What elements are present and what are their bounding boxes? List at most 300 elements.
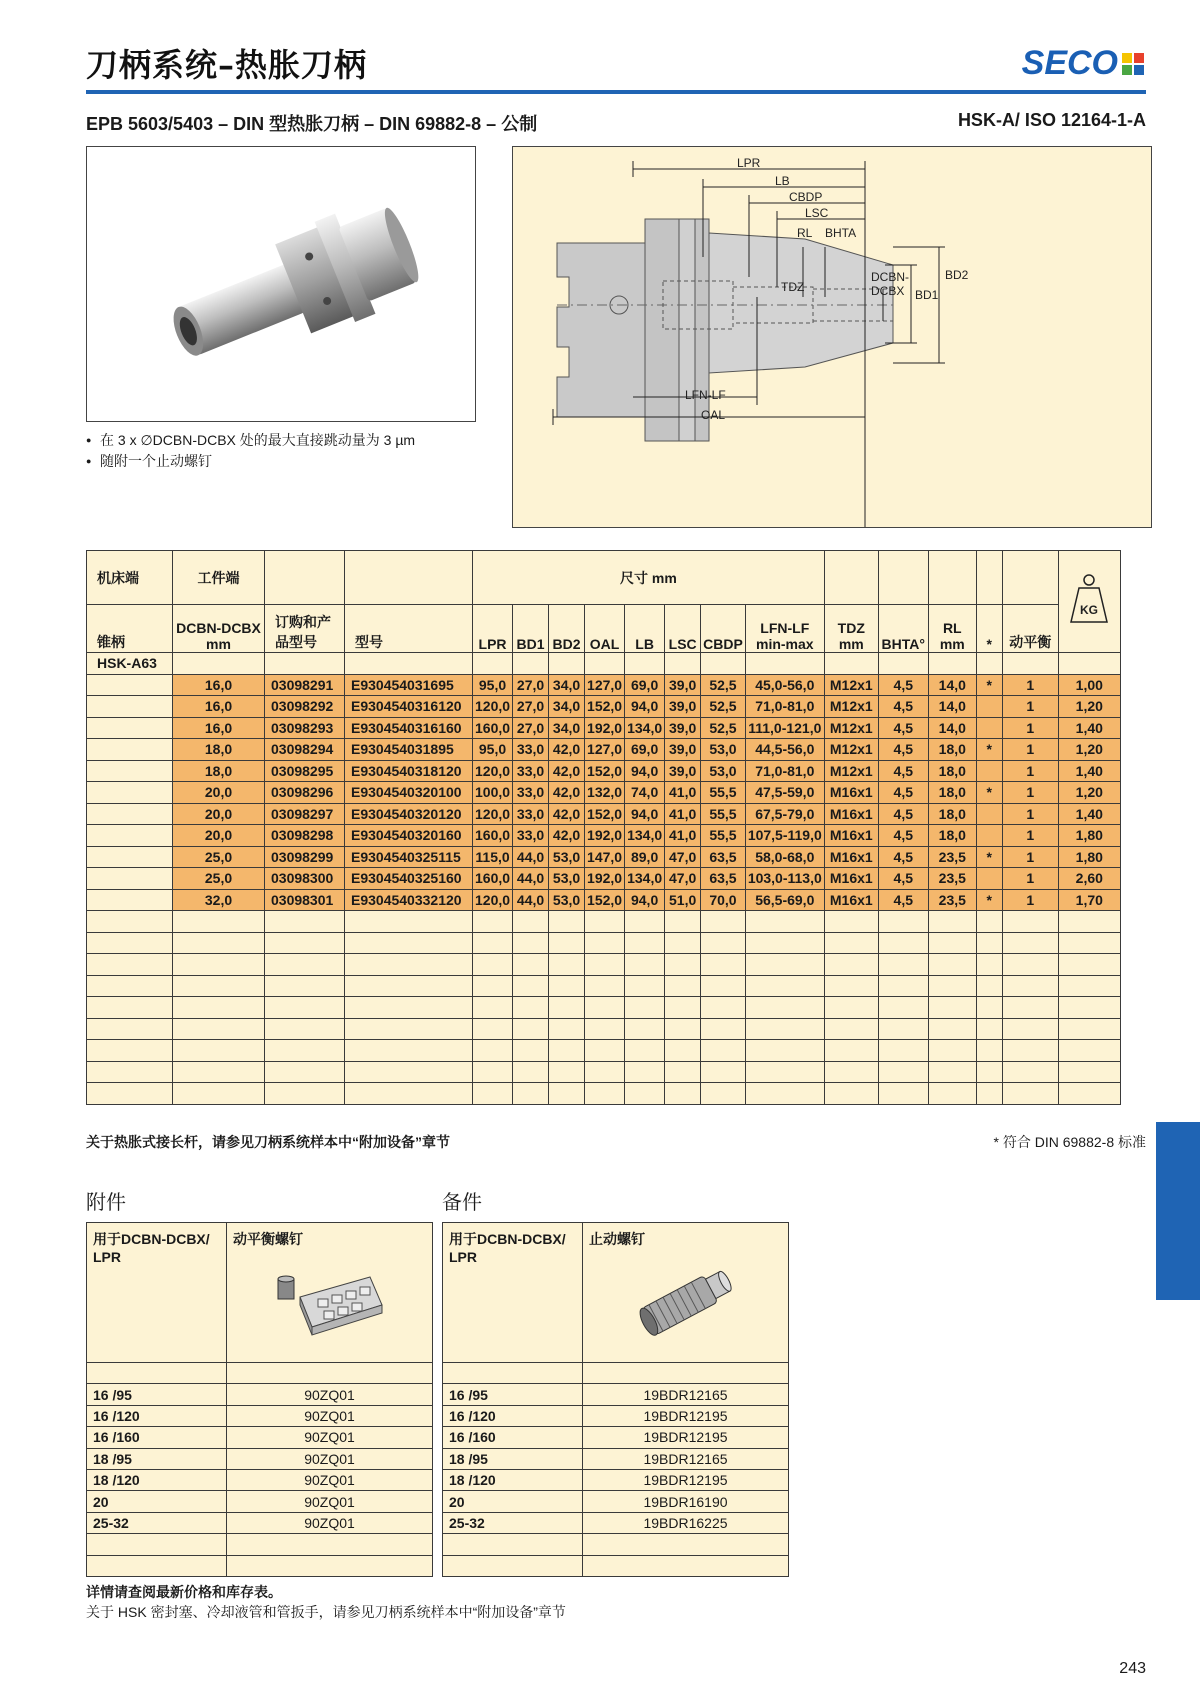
cell-lfn: 111,0-121,0 bbox=[745, 717, 824, 739]
cell-kg: 1,20 bbox=[1058, 696, 1120, 718]
header-bhta: BHTA° bbox=[878, 605, 928, 653]
cell-bd1: 27,0 bbox=[513, 674, 549, 696]
cell-cbdp: 53,0 bbox=[701, 739, 746, 761]
cell-lpr: 115,0 bbox=[473, 846, 513, 868]
svg-text:BD2: BD2 bbox=[945, 268, 969, 282]
cell-bd2: 42,0 bbox=[549, 760, 585, 782]
cell-bd2: 34,0 bbox=[549, 696, 585, 718]
part-number-cell: 19BDR16225 bbox=[583, 1512, 789, 1533]
section-tab bbox=[1156, 1122, 1200, 1300]
size-cell: 16 /120 bbox=[87, 1405, 227, 1426]
cell-bhta: 4,5 bbox=[878, 846, 928, 868]
cell-kg: 1,40 bbox=[1058, 717, 1120, 739]
cell-lsc: 39,0 bbox=[665, 739, 701, 761]
cell-kg: 1,40 bbox=[1058, 803, 1120, 825]
cell-model: E9304540320100 bbox=[345, 782, 473, 804]
cell-cbdp: 55,5 bbox=[701, 825, 746, 847]
header-rule bbox=[86, 90, 1146, 94]
cell-dcbn: 18,0 bbox=[173, 760, 265, 782]
cell-cbdp: 52,5 bbox=[701, 674, 746, 696]
size-cell: 20 bbox=[87, 1491, 227, 1512]
cell-dcbn: 25,0 bbox=[173, 846, 265, 868]
spares-title: 备件 bbox=[442, 1190, 482, 1214]
cell-star bbox=[976, 696, 1002, 718]
spares-body bbox=[443, 1384, 789, 1534]
part-number-cell: 19BDR16190 bbox=[583, 1491, 789, 1512]
cell-lsc: 39,0 bbox=[665, 717, 701, 739]
feature-item: ● 随附一个止动螺钉 bbox=[86, 451, 415, 472]
svg-text:TDZ: TDZ bbox=[781, 280, 805, 294]
table-row bbox=[87, 1427, 433, 1448]
cell-star: * bbox=[976, 674, 1002, 696]
cell-bd2: 42,0 bbox=[549, 825, 585, 847]
cell-cbdp: 63,5 bbox=[701, 846, 746, 868]
cell-tdz: M12x1 bbox=[824, 739, 878, 761]
cell-model: E9304540325115 bbox=[345, 846, 473, 868]
cell-bhta: 4,5 bbox=[878, 739, 928, 761]
size-cell: 16 /160 bbox=[443, 1427, 583, 1448]
weight-icon-label: KG bbox=[1080, 603, 1099, 617]
header-lpr: LPR bbox=[473, 605, 513, 653]
cell-lb: 134,0 bbox=[625, 825, 665, 847]
weight-icon bbox=[1069, 572, 1109, 628]
cell-bal: 1 bbox=[1002, 674, 1058, 696]
bottom-notes bbox=[86, 1582, 566, 1622]
empty-row bbox=[87, 932, 1121, 954]
cell-lb: 69,0 bbox=[625, 674, 665, 696]
cell-order: 03098297 bbox=[265, 803, 345, 825]
cell-bd1: 33,0 bbox=[513, 760, 549, 782]
table-row bbox=[443, 1469, 789, 1490]
cell-model: E9304540332120 bbox=[345, 889, 473, 911]
cell-star bbox=[976, 803, 1002, 825]
feature-item: ● 在 3 x ∅DCBN-DCBX 处的最大直接跳动量为 3 µm bbox=[86, 430, 415, 451]
cell-lpr: 95,0 bbox=[473, 674, 513, 696]
cell-rl: 23,5 bbox=[928, 889, 976, 911]
table-row bbox=[87, 803, 1121, 825]
table-row bbox=[443, 1491, 789, 1512]
svg-text:DCBN-: DCBN- bbox=[871, 270, 909, 284]
cell-cbdp: 70,0 bbox=[701, 889, 746, 911]
cell-dcbn: 20,0 bbox=[173, 825, 265, 847]
cell-cbdp: 55,5 bbox=[701, 803, 746, 825]
cell-bd2: 34,0 bbox=[549, 717, 585, 739]
cell-star: * bbox=[976, 846, 1002, 868]
standard-label: HSK-A/ ISO 12164-1-A bbox=[957, 110, 1146, 130]
cell-bal: 1 bbox=[1002, 782, 1058, 804]
header-balance: 动平衡 bbox=[1002, 605, 1058, 653]
logo-text: SECO bbox=[1021, 44, 1118, 82]
cell-order: 03098294 bbox=[265, 739, 345, 761]
cell-star bbox=[976, 825, 1002, 847]
cell-bal: 1 bbox=[1002, 739, 1058, 761]
cell-lpr: 120,0 bbox=[473, 803, 513, 825]
table-row bbox=[87, 1384, 433, 1405]
accessories-col-screw: 动平衡螺钉 bbox=[227, 1223, 433, 1363]
cell-lb: 89,0 bbox=[625, 846, 665, 868]
cell-lpr: 100,0 bbox=[473, 782, 513, 804]
part-number-cell: 90ZQ01 bbox=[227, 1469, 433, 1490]
cell-tdz: M16x1 bbox=[824, 846, 878, 868]
table-row bbox=[87, 1405, 433, 1426]
table-row bbox=[87, 782, 1121, 804]
svg-text:BD1: BD1 bbox=[915, 288, 939, 302]
svg-text:BHTA: BHTA bbox=[825, 226, 857, 240]
cell-rl: 18,0 bbox=[928, 782, 976, 804]
weight-header bbox=[1058, 551, 1120, 653]
cell-cbdp: 63,5 bbox=[701, 868, 746, 890]
cell-tdz: M12x1 bbox=[824, 717, 878, 739]
header-bd1: BD1 bbox=[513, 605, 549, 653]
cell-lsc: 41,0 bbox=[665, 825, 701, 847]
cell-model: E9304540318120 bbox=[345, 760, 473, 782]
cell-lfn: 47,5-59,0 bbox=[745, 782, 824, 804]
cell-oal: 192,0 bbox=[585, 868, 625, 890]
size-cell: 25-32 bbox=[87, 1512, 227, 1533]
cell-lpr: 120,0 bbox=[473, 696, 513, 718]
page-number: 243 bbox=[1119, 1660, 1146, 1677]
part-number-cell: 90ZQ01 bbox=[227, 1491, 433, 1512]
dimension-diagram bbox=[512, 146, 1152, 528]
header-star: * bbox=[976, 605, 1002, 653]
cell-bal: 1 bbox=[1002, 868, 1058, 890]
cell-lb: 69,0 bbox=[625, 739, 665, 761]
table-row bbox=[443, 1427, 789, 1448]
cell-cbdp: 55,5 bbox=[701, 782, 746, 804]
cell-dcbn: 16,0 bbox=[173, 674, 265, 696]
cell-order: 03098293 bbox=[265, 717, 345, 739]
part-number-cell: 90ZQ01 bbox=[227, 1448, 433, 1469]
cell-bhta: 4,5 bbox=[878, 825, 928, 847]
spares-col-size: 用于DCBN-DCBX/ LPR bbox=[443, 1223, 583, 1363]
part-number-cell: 90ZQ01 bbox=[227, 1512, 433, 1533]
header-cbdp: CBDP bbox=[701, 605, 746, 653]
cell-lsc: 41,0 bbox=[665, 782, 701, 804]
empty-row bbox=[87, 1083, 1121, 1105]
cell-rl: 23,5 bbox=[928, 846, 976, 868]
cell-lfn: 45,0-56,0 bbox=[745, 674, 824, 696]
header-tdz: TDZ mm bbox=[824, 605, 878, 653]
cell-tdz: M16x1 bbox=[824, 825, 878, 847]
cell-model: E9304540320160 bbox=[345, 825, 473, 847]
cell-bd2: 53,0 bbox=[549, 868, 585, 890]
cell-rl: 14,0 bbox=[928, 674, 976, 696]
cell-rl: 23,5 bbox=[928, 868, 976, 890]
footnote-din: * 符合 DIN 69882-8 标准 bbox=[993, 1134, 1146, 1150]
cell-cbdp: 52,5 bbox=[701, 696, 746, 718]
cell-kg: 1,80 bbox=[1058, 825, 1120, 847]
cell-oal: 132,0 bbox=[585, 782, 625, 804]
footnote-extensions: 关于热胀式接长杆，请参见刀柄系统样本中“附加设备”章节 bbox=[86, 1134, 450, 1150]
cell-oal: 147,0 bbox=[585, 846, 625, 868]
cell-lfn: 56,5-69,0 bbox=[745, 889, 824, 911]
cell-lpr: 160,0 bbox=[473, 825, 513, 847]
cell-kg: 2,60 bbox=[1058, 868, 1120, 890]
cell-lfn: 103,0-113,0 bbox=[745, 868, 824, 890]
cell-bhta: 4,5 bbox=[878, 889, 928, 911]
machine-shank-cell: HSK-A63 bbox=[87, 653, 173, 675]
cell-kg: 1,00 bbox=[1058, 674, 1120, 696]
svg-text:CBDP: CBDP bbox=[789, 190, 823, 204]
cell-order: 03098298 bbox=[265, 825, 345, 847]
cell-bal: 1 bbox=[1002, 717, 1058, 739]
cell-order: 03098295 bbox=[265, 760, 345, 782]
note-prices: 详情请查阅最新价格和库存表。 bbox=[86, 1584, 282, 1600]
cell-lpr: 160,0 bbox=[473, 717, 513, 739]
size-cell: 25-32 bbox=[443, 1512, 583, 1533]
cell-lsc: 47,0 bbox=[665, 846, 701, 868]
cell-oal: 152,0 bbox=[585, 760, 625, 782]
cell-model: E9304540316160 bbox=[345, 717, 473, 739]
cell-bhta: 4,5 bbox=[878, 717, 928, 739]
balance-screw-kit-icon bbox=[270, 1257, 390, 1347]
size-cell: 18 /120 bbox=[443, 1469, 583, 1490]
cell-dcbn: 32,0 bbox=[173, 889, 265, 911]
cell-lsc: 51,0 bbox=[665, 889, 701, 911]
cell-bhta: 4,5 bbox=[878, 760, 928, 782]
cell-order: 03098300 bbox=[265, 868, 345, 890]
cell-dcbn: 16,0 bbox=[173, 696, 265, 718]
cell-bal: 1 bbox=[1002, 803, 1058, 825]
cell-kg: 1,20 bbox=[1058, 782, 1120, 804]
cell-bd1: 44,0 bbox=[513, 868, 549, 890]
cell-bhta: 4,5 bbox=[878, 696, 928, 718]
cell-order: 03098291 bbox=[265, 674, 345, 696]
part-number-cell: 90ZQ01 bbox=[227, 1405, 433, 1426]
cell-order: 03098292 bbox=[265, 696, 345, 718]
cell-lpr: 120,0 bbox=[473, 760, 513, 782]
svg-text:LB: LB bbox=[775, 174, 790, 188]
cell-model: E930454031895 bbox=[345, 739, 473, 761]
cell-bhta: 4,5 bbox=[878, 868, 928, 890]
cell-bd1: 44,0 bbox=[513, 889, 549, 911]
cell-order: 03098299 bbox=[265, 846, 345, 868]
header-lsc: LSC bbox=[665, 605, 701, 653]
header-machine-side: 机床端 bbox=[87, 551, 173, 605]
size-cell: 18 /120 bbox=[87, 1469, 227, 1490]
cell-kg: 1,20 bbox=[1058, 739, 1120, 761]
table-row bbox=[87, 825, 1121, 847]
table-row bbox=[87, 760, 1121, 782]
cell-kg: 1,40 bbox=[1058, 760, 1120, 782]
cell-dcbn: 20,0 bbox=[173, 782, 265, 804]
svg-text:LPR: LPR bbox=[737, 156, 761, 170]
cell-oal: 152,0 bbox=[585, 803, 625, 825]
cell-oal: 192,0 bbox=[585, 717, 625, 739]
cell-rl: 18,0 bbox=[928, 803, 976, 825]
header-oal: OAL bbox=[585, 605, 625, 653]
header-bd2: BD2 bbox=[549, 605, 585, 653]
cell-star bbox=[976, 760, 1002, 782]
cell-bd1: 33,0 bbox=[513, 782, 549, 804]
table-row bbox=[87, 1448, 433, 1469]
accessories-body bbox=[87, 1384, 433, 1534]
table-row bbox=[87, 739, 1121, 761]
accessories-title: 附件 bbox=[86, 1190, 126, 1214]
empty-row bbox=[87, 954, 1121, 976]
table-row bbox=[87, 696, 1121, 718]
empty-row bbox=[87, 1040, 1121, 1062]
cell-lb: 94,0 bbox=[625, 803, 665, 825]
cell-bal: 1 bbox=[1002, 760, 1058, 782]
svg-text:LSC: LSC bbox=[805, 206, 829, 220]
empty-row bbox=[87, 911, 1121, 933]
cell-oal: 127,0 bbox=[585, 674, 625, 696]
cell-oal: 127,0 bbox=[585, 739, 625, 761]
cell-rl: 18,0 bbox=[928, 825, 976, 847]
cell-rl: 14,0 bbox=[928, 717, 976, 739]
cell-lb: 134,0 bbox=[625, 868, 665, 890]
cell-bhta: 4,5 bbox=[878, 803, 928, 825]
table-row bbox=[87, 653, 1121, 675]
part-number-cell: 19BDR12195 bbox=[583, 1469, 789, 1490]
note-hsk: 关于 HSK 密封塞、冷却液管和管扳手，请参见刀柄系统样本中“附加设备”章节 bbox=[86, 1604, 566, 1620]
part-number-cell: 19BDR12165 bbox=[583, 1448, 789, 1469]
product-photo bbox=[86, 146, 476, 422]
cell-lsc: 41,0 bbox=[665, 803, 701, 825]
cell-lfn: 67,5-79,0 bbox=[745, 803, 824, 825]
table-row bbox=[87, 846, 1121, 868]
cell-bd1: 33,0 bbox=[513, 803, 549, 825]
cell-dcbn: 20,0 bbox=[173, 803, 265, 825]
table-row bbox=[443, 1405, 789, 1426]
size-cell: 16 /160 bbox=[87, 1427, 227, 1448]
size-cell: 18 /95 bbox=[443, 1448, 583, 1469]
cell-oal: 152,0 bbox=[585, 696, 625, 718]
cell-star: * bbox=[976, 782, 1002, 804]
cell-tdz: M12x1 bbox=[824, 674, 878, 696]
cell-rl: 18,0 bbox=[928, 739, 976, 761]
size-cell: 16 /95 bbox=[87, 1384, 227, 1405]
cell-bd1: 33,0 bbox=[513, 739, 549, 761]
cell-cbdp: 53,0 bbox=[701, 760, 746, 782]
table-row bbox=[87, 889, 1121, 911]
product-table-body bbox=[87, 653, 1121, 1105]
table-row bbox=[87, 674, 1121, 696]
cell-star: * bbox=[976, 889, 1002, 911]
product-table bbox=[86, 550, 1121, 1105]
cell-bal: 1 bbox=[1002, 825, 1058, 847]
size-cell: 16 /95 bbox=[443, 1384, 583, 1405]
cell-lfn: 107,5-119,0 bbox=[745, 825, 824, 847]
accessories-table bbox=[86, 1222, 433, 1577]
cell-lsc: 39,0 bbox=[665, 674, 701, 696]
cell-lfn: 71,0-81,0 bbox=[745, 760, 824, 782]
product-subtitle: EPB 5603/5403 – DIN 型热胀刀柄 – DIN 69882-8 – 公制 bbox=[86, 114, 538, 134]
header-dimensions: 尺寸 mm bbox=[473, 551, 825, 605]
part-number-cell: 19BDR12195 bbox=[583, 1427, 789, 1448]
cell-bal: 1 bbox=[1002, 696, 1058, 718]
cell-bd1: 33,0 bbox=[513, 825, 549, 847]
empty-row bbox=[87, 997, 1121, 1019]
part-number-cell: 19BDR12195 bbox=[583, 1405, 789, 1426]
cell-bd1: 44,0 bbox=[513, 846, 549, 868]
cell-dcbn: 18,0 bbox=[173, 739, 265, 761]
accessories-col-size: 用于DCBN-DCBX/ LPR bbox=[87, 1223, 227, 1363]
table-row bbox=[87, 1491, 433, 1512]
cell-order: 03098296 bbox=[265, 782, 345, 804]
seco-logo bbox=[1022, 44, 1144, 83]
cell-lfn: 44,5-56,0 bbox=[745, 739, 824, 761]
cell-bd1: 27,0 bbox=[513, 696, 549, 718]
header-dcbn: DCBN-DCBX mm bbox=[173, 605, 265, 653]
cell-bd2: 53,0 bbox=[549, 889, 585, 911]
cell-cbdp: 52,5 bbox=[701, 717, 746, 739]
size-cell: 18 /95 bbox=[87, 1448, 227, 1469]
feature-list bbox=[86, 430, 415, 472]
cell-lsc: 39,0 bbox=[665, 760, 701, 782]
header-lfn: LFN-LF min-max bbox=[745, 605, 824, 653]
cell-dcbn: 16,0 bbox=[173, 717, 265, 739]
cell-oal: 192,0 bbox=[585, 825, 625, 847]
cell-bal: 1 bbox=[1002, 846, 1058, 868]
header-shank: 锥柄 bbox=[87, 605, 173, 653]
cell-lb: 94,0 bbox=[625, 889, 665, 911]
svg-text:LFN-LF: LFN-LF bbox=[685, 388, 726, 402]
cell-bd2: 34,0 bbox=[549, 674, 585, 696]
cell-bd2: 53,0 bbox=[549, 846, 585, 868]
cell-lpr: 95,0 bbox=[473, 739, 513, 761]
cell-star bbox=[976, 868, 1002, 890]
cell-model: E9304540325160 bbox=[345, 868, 473, 890]
part-number-cell: 90ZQ01 bbox=[227, 1427, 433, 1448]
page-title: 刀柄系统–热胀刀柄 bbox=[86, 46, 368, 84]
table-row bbox=[87, 868, 1121, 890]
cell-oal: 152,0 bbox=[585, 889, 625, 911]
cell-bal: 1 bbox=[1002, 889, 1058, 911]
table-row bbox=[443, 1384, 789, 1405]
cell-tdz: M16x1 bbox=[824, 782, 878, 804]
empty-row bbox=[87, 975, 1121, 997]
cell-dcbn: 25,0 bbox=[173, 868, 265, 890]
header-rl: RL mm bbox=[928, 605, 976, 653]
cell-bhta: 4,5 bbox=[878, 782, 928, 804]
table-row bbox=[443, 1448, 789, 1469]
cell-lpr: 120,0 bbox=[473, 889, 513, 911]
cell-lb: 134,0 bbox=[625, 717, 665, 739]
cell-lsc: 39,0 bbox=[665, 696, 701, 718]
header-order-no: 订购和产 品型号 bbox=[265, 605, 345, 653]
table-row bbox=[443, 1512, 789, 1533]
part-number-cell: 19BDR12165 bbox=[583, 1384, 789, 1405]
cell-model: E9304540316120 bbox=[345, 696, 473, 718]
header-model: 型号 bbox=[345, 605, 473, 653]
svg-text:RL: RL bbox=[797, 226, 813, 240]
svg-text:DCBX: DCBX bbox=[871, 284, 905, 298]
cell-model: E9304540320120 bbox=[345, 803, 473, 825]
svg-text:OAL: OAL bbox=[701, 408, 726, 422]
cell-rl: 14,0 bbox=[928, 696, 976, 718]
table-row bbox=[87, 717, 1121, 739]
header-work-side: 工件端 bbox=[173, 551, 265, 605]
stop-screw-icon bbox=[626, 1257, 746, 1347]
part-number-cell: 90ZQ01 bbox=[227, 1384, 433, 1405]
cell-tdz: M16x1 bbox=[824, 803, 878, 825]
cell-kg: 1,70 bbox=[1058, 889, 1120, 911]
size-cell: 16 /120 bbox=[443, 1405, 583, 1426]
cell-order: 03098301 bbox=[265, 889, 345, 911]
cell-lpr: 160,0 bbox=[473, 868, 513, 890]
cell-model: E930454031695 bbox=[345, 674, 473, 696]
cell-tdz: M16x1 bbox=[824, 889, 878, 911]
cell-bd2: 42,0 bbox=[549, 739, 585, 761]
cell-rl: 18,0 bbox=[928, 760, 976, 782]
tool-holder-illustration bbox=[87, 147, 476, 422]
table-row bbox=[87, 1512, 433, 1533]
cell-tdz: M12x1 bbox=[824, 760, 878, 782]
cell-lfn: 71,0-81,0 bbox=[745, 696, 824, 718]
cell-bd2: 42,0 bbox=[549, 782, 585, 804]
